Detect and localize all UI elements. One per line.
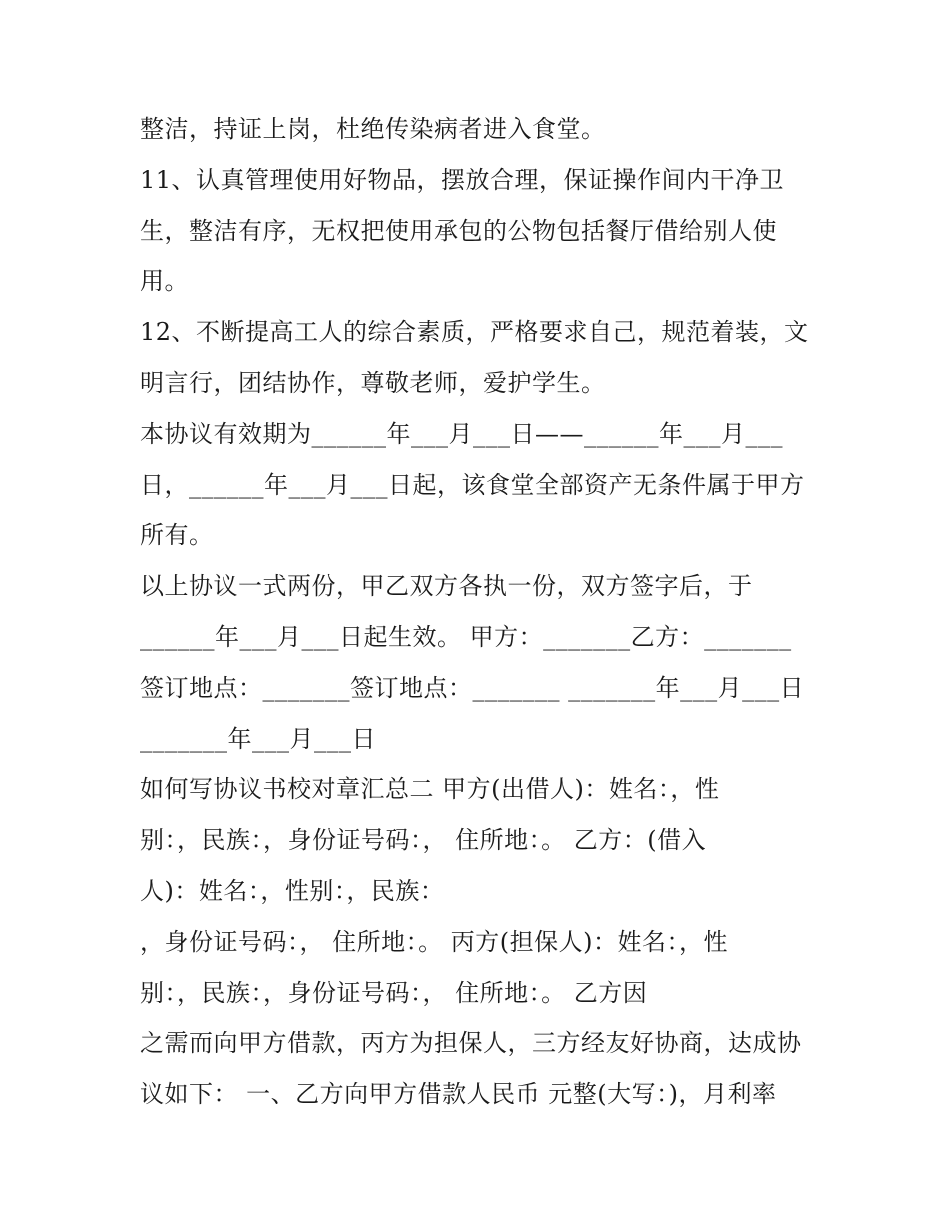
text-line: 如何写协议书校对章汇总二 甲方(出借人)：姓名：，性 xyxy=(140,775,720,804)
text-line: 整洁，持证上岗，杜绝传染病者进入食堂。 xyxy=(140,115,606,143)
text-line: 日，______年___月___日起，该食堂全部资产无条件属于甲方 xyxy=(140,470,805,499)
text-line: 11、认真管理使用好物品，摆放合理，保证操作间内干净卫 xyxy=(140,165,785,194)
text-line: 之需而向甲方借款，丙方为担保人，三方经友好协商，达成协 xyxy=(140,1029,802,1058)
text-line: 生，整洁有序，无权把使用承包的公物包括餐厅借给别人使 xyxy=(140,216,777,245)
text-line: 别：，民族：，身份证号码：， 住所地：。 乙方因 xyxy=(140,978,648,1007)
text-line: ______年___月___日起生效。 甲方：_______乙方：_______ xyxy=(140,622,792,651)
text-line: 签订地点：_______签订地点：_______ _______年___月___日 xyxy=(140,673,805,702)
text-line: _______年___月___日 xyxy=(140,724,376,753)
text-line: 用。 xyxy=(140,267,189,296)
text-line: 以上协议一式两份，甲乙双方各执一份，双方签字后，于 xyxy=(140,572,753,601)
text-line: 12、不断提高工人的综合素质，严格要求自己，规范着装，文 xyxy=(140,318,809,347)
text-line: 别：，民族：，身份证号码：， 住所地：。 乙方：(借入 xyxy=(140,826,707,855)
text-line: 议如下： 一、乙方向甲方借款人民币 元整(大写：)，月利率 xyxy=(140,1080,777,1109)
text-line: 明言行，团结协作，尊敬老师，爱护学生。 xyxy=(140,368,606,397)
text-line: 人)：姓名：，性别：，民族： xyxy=(140,876,445,905)
text-line: 本协议有效期为______年___月___日——______年___月___ xyxy=(140,419,783,448)
text-line: ，身份证号码：， 住所地：。 丙方(担保人)：姓名：，性 xyxy=(140,927,728,956)
text-line: 所有。 xyxy=(140,521,214,550)
document-page xyxy=(140,104,830,1120)
